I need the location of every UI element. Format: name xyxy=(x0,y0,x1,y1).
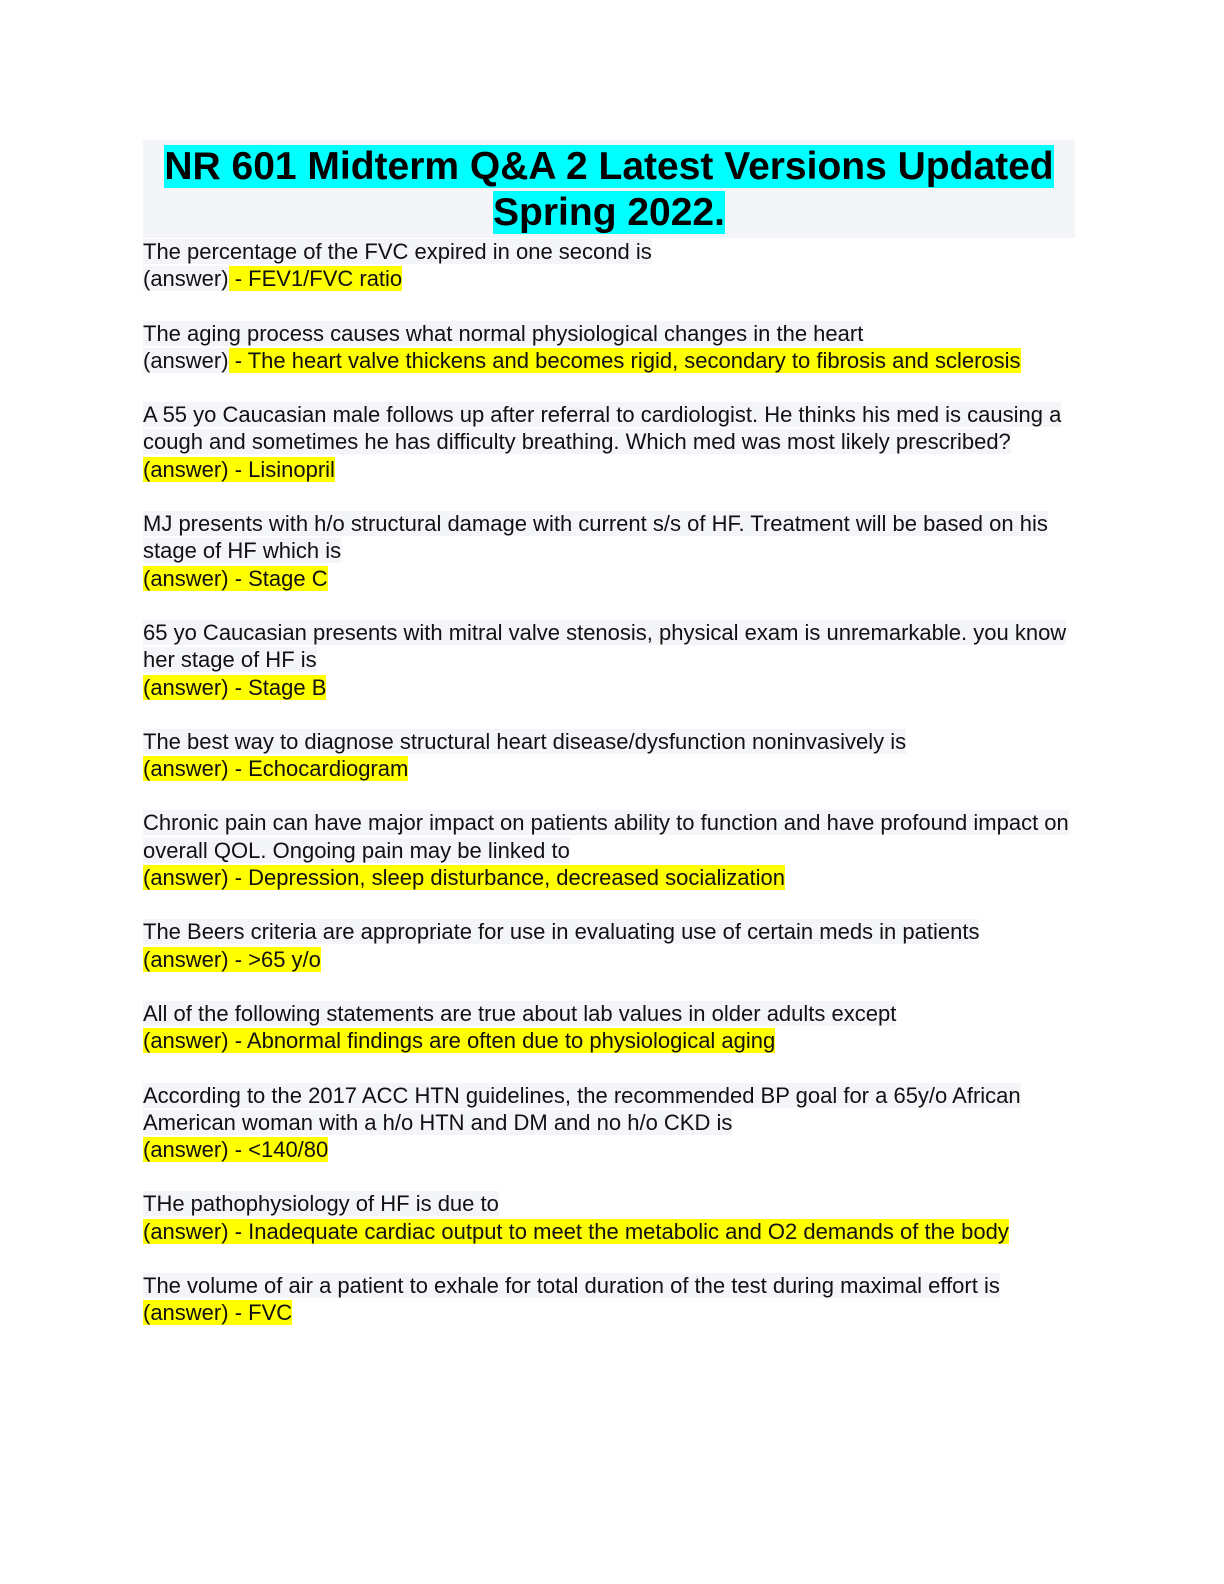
question-text: 65 yo Caucasian presents with mitral valve stenosis, physical exam is unremarkable. you know her stage of HF is xyxy=(143,619,1067,673)
document-page xyxy=(143,140,1078,1354)
answer-prefix: (answer) xyxy=(143,565,229,591)
answer-prefix: (answer) xyxy=(143,1218,229,1244)
answer-text: - Echocardiogram xyxy=(228,756,409,782)
question-text: THe pathophysiology of HF is due to xyxy=(143,1191,499,1217)
answer-text: - Abnormal findings are often due to physiological aging xyxy=(228,1028,776,1054)
question-text: The aging process causes what normal physiological changes in the heart xyxy=(143,320,864,346)
answer-prefix: (answer) xyxy=(143,1028,229,1054)
answer-text: - >65 y/o xyxy=(228,946,321,972)
qa-item xyxy=(143,728,1078,783)
document-title xyxy=(143,140,1075,238)
qa-item xyxy=(143,320,1078,375)
answer-text: - Lisinopril xyxy=(228,456,335,482)
question-text: Chronic pain can have major impact on patients ability to function and have profound impact on overall QOL. Ongoing pain may be linked to xyxy=(143,810,1069,863)
qa-item xyxy=(143,809,1078,891)
question-text: MJ presents with h/o structural damage with current s/s of HF. Treatment will be based on his stage of HF which is xyxy=(143,511,1048,564)
qa-item xyxy=(143,1000,1078,1055)
answer-text: - FVC xyxy=(228,1300,293,1326)
answer-text: - Depression, sleep disturbance, decreased socialization xyxy=(228,865,785,891)
qa-item xyxy=(143,1272,1078,1327)
question-text: All of the following statements are true about lab values in older adults except xyxy=(143,1000,897,1026)
answer-prefix: (answer) xyxy=(143,266,229,292)
qa-item xyxy=(143,619,1078,701)
title-line-1: NR 601 Midterm Q&A 2 Latest Versions Updated xyxy=(164,145,1054,188)
answer-text: - Stage C xyxy=(228,565,328,591)
qa-item xyxy=(143,918,1078,973)
answer-text: - Inadequate cardiac output to meet the metabolic and O2 demands of the body xyxy=(228,1218,1009,1244)
qa-item xyxy=(143,238,1078,293)
question-text: A 55 yo Caucasian male follows up after referral to cardiologist. He thinks his med is causing a cough and sometimes he has difficulty breathing. Which med was most likely prescribed? xyxy=(143,402,1062,455)
question-text: According to the 2017 ACC HTN guidelines, the recommended BP goal for a 65y/o African American woman with a h/o HTN and DM and no h/o CKD is xyxy=(143,1082,1021,1135)
qa-item xyxy=(143,1190,1078,1245)
answer-prefix: (answer) xyxy=(143,946,229,972)
answer-prefix: (answer) xyxy=(143,865,229,891)
answer-prefix: (answer) xyxy=(143,756,229,782)
answer-prefix: (answer) xyxy=(143,674,229,700)
qa-item xyxy=(143,401,1078,483)
answer-text: - The heart valve thickens and becomes rigid, secondary to fibrosis and sclerosis xyxy=(228,347,1021,373)
answer-prefix: (answer) xyxy=(143,1300,229,1326)
question-text: The best way to diagnose structural heart disease/dysfunction noninvasively is xyxy=(143,728,907,754)
qa-item xyxy=(143,510,1078,592)
answer-prefix: (answer) xyxy=(143,347,229,373)
answer-text: - <140/80 xyxy=(228,1137,329,1163)
qa-item xyxy=(143,1082,1078,1164)
answer-prefix: (answer) xyxy=(143,456,229,482)
qa-list xyxy=(143,238,1078,1327)
answer-text: - FEV1/FVC ratio xyxy=(228,266,403,292)
answer-text: - Stage B xyxy=(228,674,327,700)
answer-prefix: (answer) xyxy=(143,1137,229,1163)
title-line-2: Spring 2022. xyxy=(493,191,725,234)
question-text: The percentage of the FVC expired in one second is xyxy=(143,239,652,264)
question-text: The Beers criteria are appropriate for use in evaluating use of certain meds in patients xyxy=(143,919,980,945)
question-text: The volume of air a patient to exhale for total duration of the test during maximal effort is xyxy=(143,1273,1000,1299)
